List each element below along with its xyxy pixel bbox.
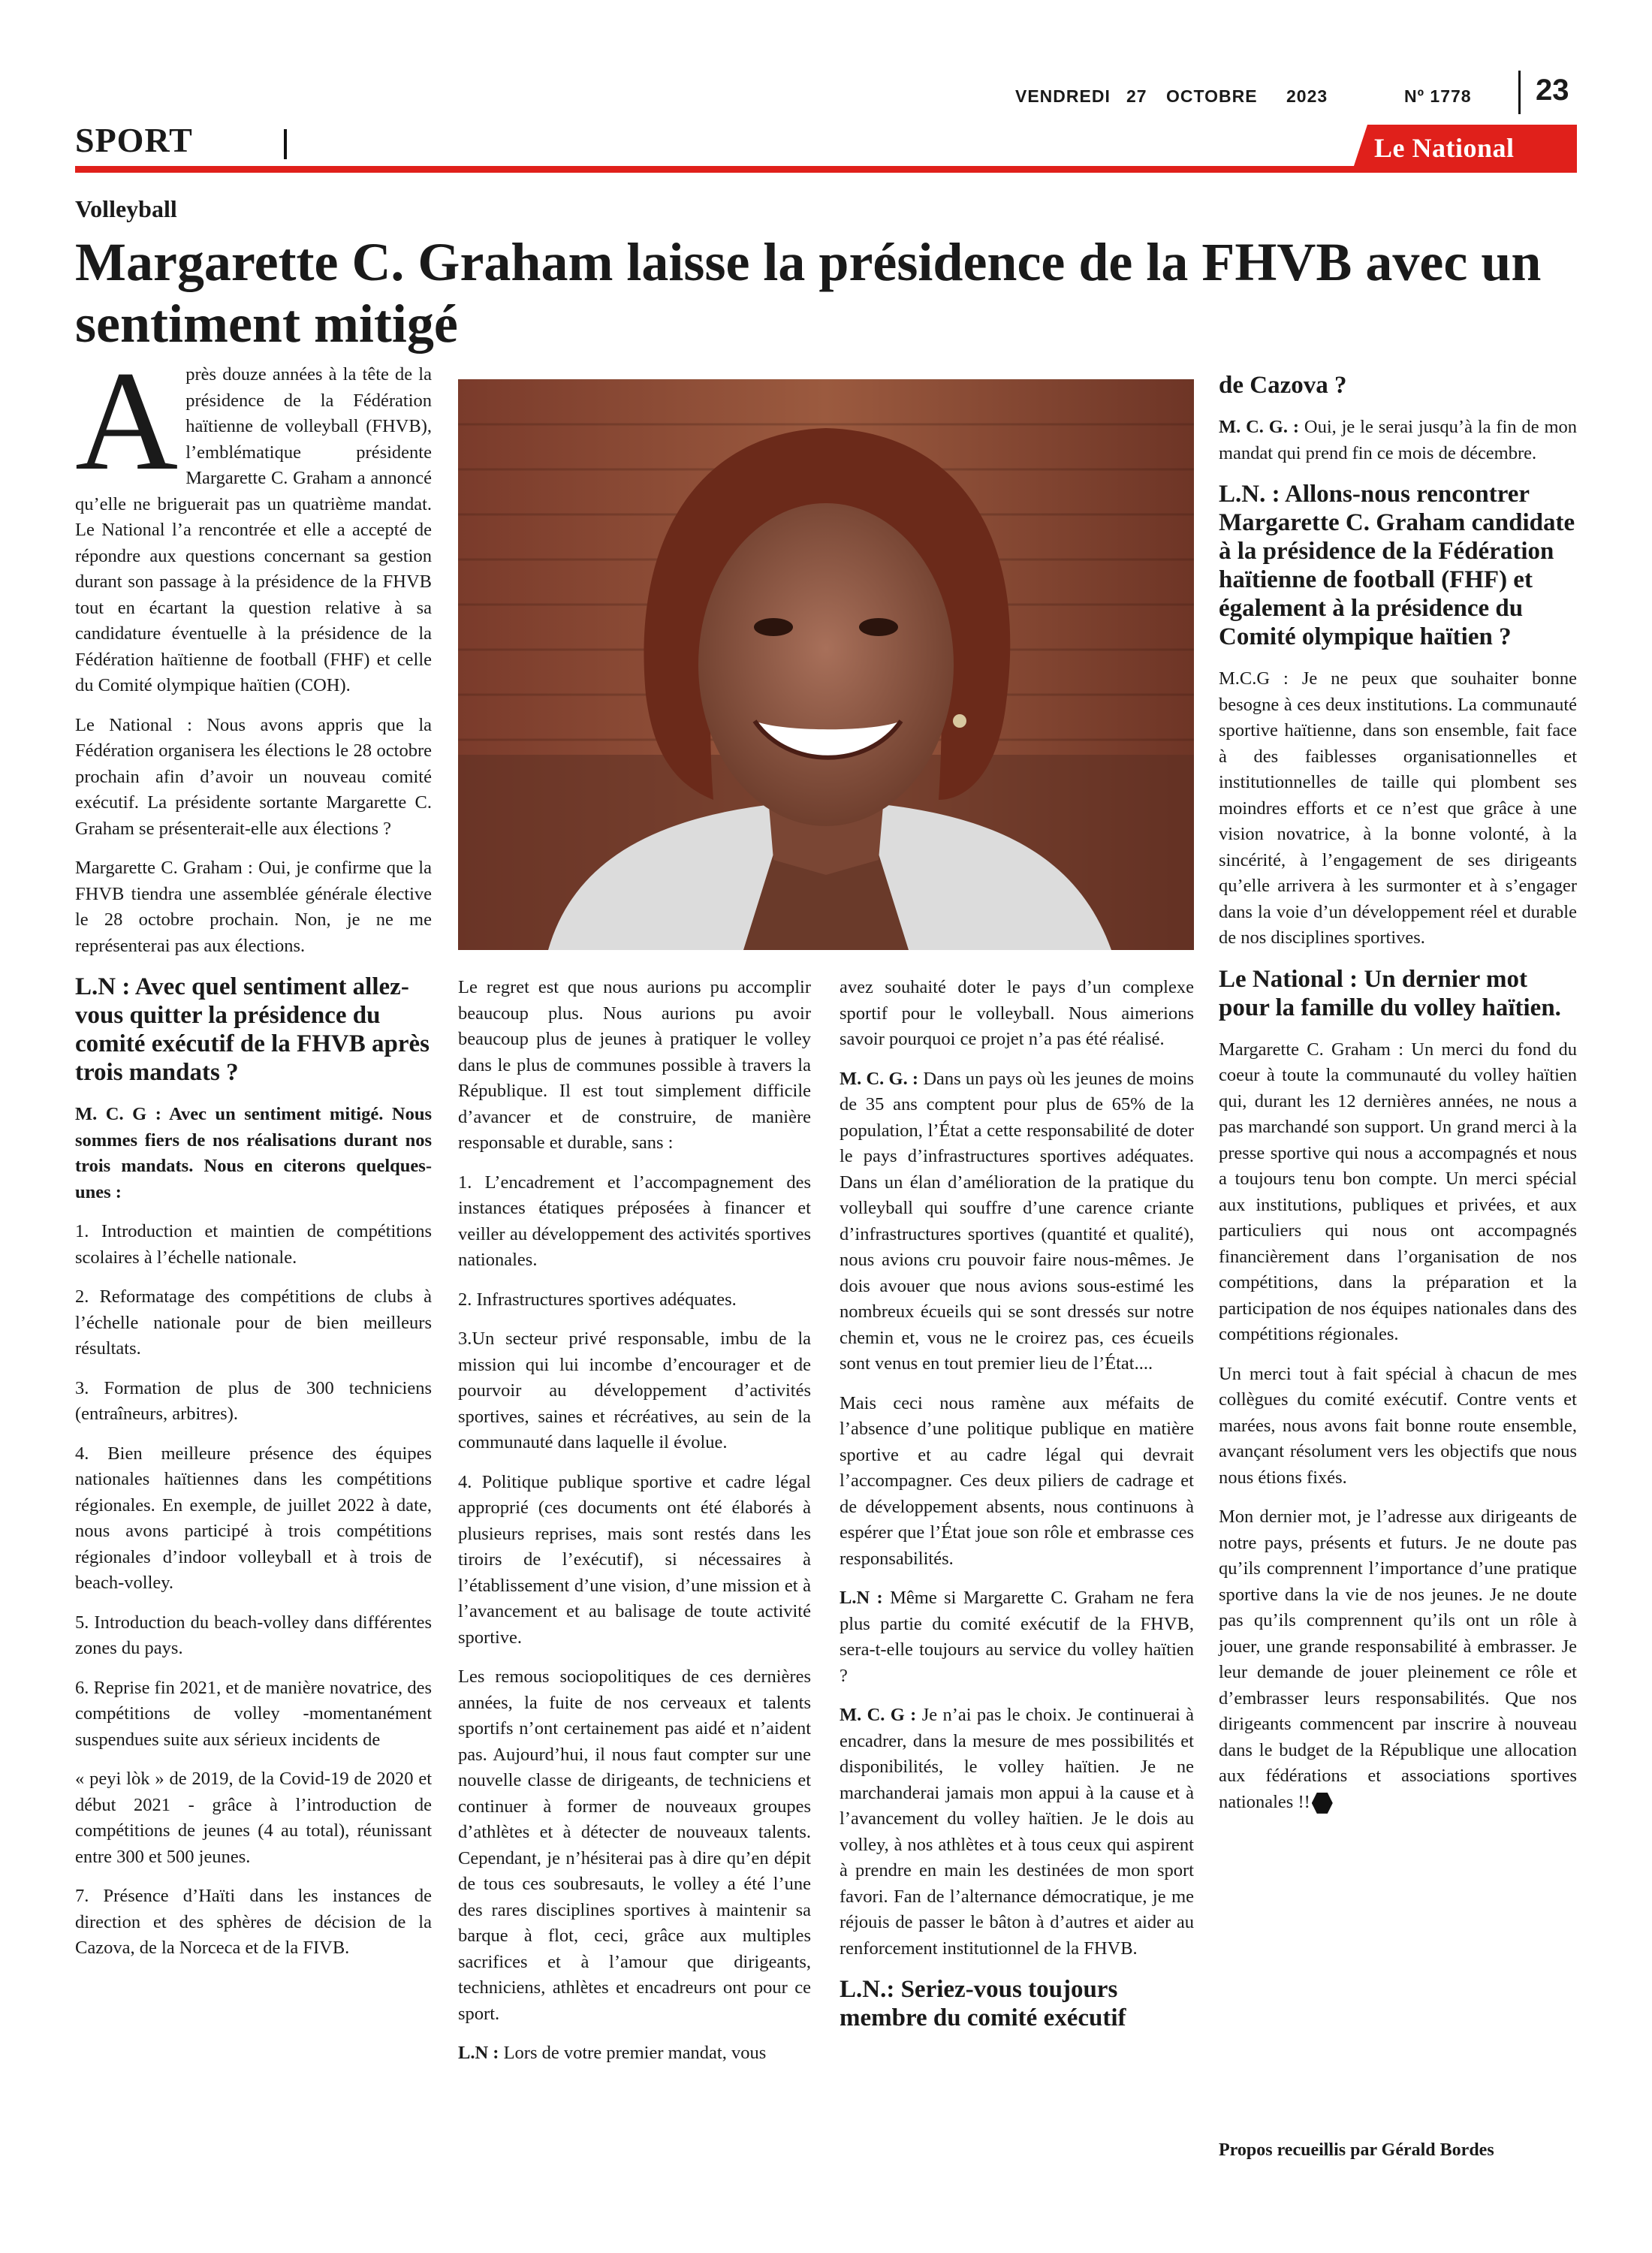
- list-item: 1. L’encadrement et l’accompagnement des instances étatiques préposées à financer et veiller au développement des activités sportives nationales.: [458, 1172, 811, 1270]
- speaker-label: M. C. G. :: [840, 1068, 919, 1089]
- header-divider: [1518, 71, 1521, 114]
- speaker-label: L.N :: [840, 1588, 883, 1608]
- list-item: 1. Introduction et maintien de compétitions scolaires à l’échelle nationale.: [75, 1221, 432, 1268]
- answer-paragraph: Margarette C. Graham : Un merci du fond du coeur à toute la communauté du volley haïtien qui, durant les 12 dernières années, ne nous a pas marchandé son support. Un grand merci à la presse sportive qui nous a accompagnés et nous a toujours tenu bon compte. Un merci spécial aux institutions, publiques et privées, et aux particuliers qui nous ont accompagnés financièrement dans l’organisation de nos compétitions, dans la préparation et la participation de nos équipes nationales dans des compétitions régionales.: [1219, 1039, 1577, 1344]
- paragraph: Un merci tout à fait spécial à chacun de mes collègues du comité exécutif. Contre vents et marées, nous avons fait bonne route ensemble, avançant résolument vers les objectifs que nous nous étions fixés.: [1219, 1363, 1577, 1488]
- answer-paragraph: M.C.G : Je ne peux que souhaiter bonne besogne à ces deux institutions. La communauté sportive haïtienne, dans son ensemble, fait face à des faiblesses organisationnelles et institutionnelles de taille qui plombent ses moindres efforts et ce n’est que grâce à une vision novatrice, à la bonne volonté, à la sincérité, à l’engagement de ses dirigeants qu’elle arrivera à les surmonter et à s’engager dans la voie d’un développement réel et durable de nos disciplines sportives.: [1219, 668, 1577, 948]
- masthead-name: Le National: [1374, 133, 1515, 163]
- column-1: [75, 342, 432, 1975]
- answer-paragraph: M. C. G : Avec un sentiment mitigé. Nous sommes fiers de nos réalisations durant nos trois mandats. Nous en citerons quelques-unes :: [75, 1104, 432, 1202]
- list-item: 3. Formation de plus de 300 techniciens (entraîneurs, arbitres).: [75, 1377, 432, 1424]
- closing-text: Mon dernier mot, je l’adresse aux dirigeants de notre pays, présents et futurs. Je ne doute pas qu’ils comprennent l’importance d’une pratique sportive dans la vie de nos jeunes. Je ne doute pas qu’ils comprennent qu’ils ont un rôle à jouer, une grande responsabilité à embrasser. Je leur demande de jouer pleinement ce rôle et d’embrasser leurs responsabilités. Que nos dirigeants commencent par inscrire à nouveau dans le budget de la République une allocation aux fédérations et associations sportives nationales !!: [1219, 1507, 1577, 1812]
- drop-cap: A: [75, 342, 179, 500]
- question-heading: L.N : Avec quel sentiment allez-vous quitter la présidence du comité exécutif de la FHVB après trois mandats ?: [75, 973, 430, 1086]
- paragraph: Les remous sociopolitiques de ces dernières années, la fuite de nos cerveaux et talents sportifs n’ont certainement pas aidé et n’aident pas. Aujourd’hui, il nous faut compter sur une nouvelle classe de dirigeants, de techniciens et continuer à former de nouveaux groupes d’athlètes et à détecter de nouveaux talents. Cependant, je n’hésiterai pas à dire qu’en dépit de tous ces soubresauts, le volley a été l’une des rares disciplines sportives à maintenir sa barque à flot, ceci, grâce aux multiples sacrifices et à l’amour que dirigeants, techniciens, athlètes et encadreurs ont pour ce sport.: [458, 1666, 811, 2024]
- page-number: 23: [1536, 74, 1569, 107]
- list-item: 4. Bien meilleure présence des équipes nationales haïtiennes dans les compétitions régionales. En exemple, de juillet 2022 à date, nous avons participé à trois compétitions régionales d’indoor volleyball et à trois de beach-volley.: [75, 1443, 432, 1593]
- answer-paragraph: [1219, 415, 1577, 466]
- intro-text: près douze années à la tête de la présidence de la Fédération haïtienne de volleyball (FHVB), l’emblématique présidente Margarette C. Graham a annoncé qu’elle ne briguerait pas un quatrième mandat. Le National l’a rencontrée et elle a accepté de répondre aux questions concernant sa gestion durant son passage à la présidence de la FHVB tout en écartant la question relative à sa candidature éventuelle à la présidence de la Fédération haïtienne de football (FHF) et celle du Comité olympique haïtien (COH).: [75, 364, 432, 695]
- portrait-photo: [458, 379, 1194, 950]
- section-divider: [284, 129, 287, 159]
- list-item: 3.Un secteur privé responsable, imbu de la mission qui lui incombe d’encourager et de pourvoir au développement d’activités sportives, saines et récréatives, au sein de la communauté dans laquelle il évolue.: [458, 1329, 811, 1452]
- end-mark-icon: [1312, 1793, 1333, 1814]
- header-rule: [75, 166, 1577, 173]
- list-item: 5. Introduction du beach-volley dans différentes zones du pays.: [75, 1612, 432, 1658]
- section-name: SPORT: [75, 121, 193, 159]
- intro-paragraph: [75, 342, 432, 699]
- answer-paragraph: [840, 1066, 1194, 1377]
- question-heading: L.N. : Allons-nous rencontrer Margarette C. Graham candidate à la présidence de la Fédération haïtienne de football (FHF) et également à la présidence du Comité olympique haïtien ?: [1219, 481, 1575, 650]
- question-text: Même si Margarette C. Graham ne fera plus partie du comité exécutif de la FHVB, sera-t-elle toujours au service du volley haïtien ?: [840, 1588, 1195, 1686]
- answer-text: Oui, je le serai jusqu’à la fin de mon mandat qui prend fin ce mois de décembre.: [1219, 417, 1577, 463]
- column-2: [458, 975, 811, 2080]
- list-item: « peyi lòk » de 2019, de la Covid-19 de 2020 et début 2021 - grâce à l’introduction de compétitions de jeunes (4 au total), réunissant entre 300 et 500 jeunes.: [75, 1769, 432, 1867]
- answer-paragraph: [840, 1703, 1194, 1962]
- question-heading: L.N.: Seriez-vous toujours membre du comité exécutif: [840, 1976, 1126, 2031]
- paragraph: Le National : Nous avons appris que la Fédération organisera les élections le 28 octobre prochain afin d’avoir un nouveau comité exécutif. La présidente sortante Margarette C. Graham se présenterait-elle aux élections ?: [75, 714, 432, 839]
- article-kicker: Volleyball: [75, 195, 177, 222]
- list-item: 7. Présence d’Haïti dans les instances de direction et des sphères de décision de la Cazova, de la Norceca et de la FIVB.: [75, 1886, 432, 1958]
- column-4: [1219, 366, 1577, 1829]
- list-item: 2. Infrastructures sportives adéquates.: [458, 1289, 737, 1310]
- list-item: 6. Reprise fin 2021, et de manière novatrice, des compétitions de volley -momentanément suspendues suite aux sérieux incidents de: [75, 1677, 432, 1750]
- speaker-label: L.N :: [458, 2043, 499, 2063]
- paragraph: Mais ceci nous ramène aux méfaits de l’absence d’une politique publique en matière sportive et au cadre légal qui devrait l’accompagner. Ces deux piliers de cadrage et de développement absents, nous continuons à espérer que l’État joue son rôle et embrasse ces responsabilités.: [840, 1392, 1194, 1569]
- question-heading: Le National : Un dernier mot pour la famille du volley haïtien.: [1219, 965, 1561, 1021]
- column-3: [840, 975, 1194, 2047]
- portrait-image: [458, 379, 1194, 950]
- question-heading-cont: de Cazova ?: [1219, 372, 1347, 399]
- article-title: Margarette C. Graham laisse la présidence de la FHVB avec un sentiment mitigé: [75, 232, 1542, 354]
- question-paragraph: [458, 2040, 811, 2067]
- list-item: 4. Politique publique sportive et cadre légal approprié (ces documents ont été élaborés à plusieurs reprises, mais sont restés dans les tiroirs de l’exécutif), si nécessaires à l’établissement d’une vision, d’une mission et à l’avancement et au balisage de toute activité sportive.: [458, 1471, 811, 1648]
- paragraph: Margarette C. Graham : Oui, je confirme que la FHVB tiendra une assemblée générale élective le 28 octobre prochain. Non, je ne me représenterai pas aux élections.: [75, 858, 432, 956]
- header-day: VENDREDI: [1015, 86, 1111, 106]
- answer-text: Je n’ai pas le choix. Je continuerai à encadrer, dans la mesure de mes possibilités et disponibilités, le volley haïtien. Je ne marchanderai jamais mon appui à la cause et à l’avancement du volley haïtien. Je le dois au volley, à nos athlètes et à tous ceux qui aspirent à prendre en main les destinées de mon sport favori. Fan de l’alternance démocratique, je me réjouis de passer le bâton à d’autres et aider au renforcement institutionnel de la FHVB.: [840, 1705, 1194, 1959]
- issue-number: Nº 1778: [1404, 86, 1472, 106]
- paragraph: [1219, 1504, 1577, 1815]
- question-text: Lors de votre premier mandat, vous: [503, 2043, 767, 2063]
- question-paragraph: [840, 1585, 1194, 1689]
- header-month: OCTOBRE: [1166, 86, 1258, 106]
- paragraph: Le regret est que nous aurions pu accomplir beaucoup plus. Nous aurions pu avoir beaucoup plus de jeunes à pratiquer le volley dans le plus de communes possible à travers la République. Il est tout simplement difficile d’avancer et de construire, de manière responsable et durable, sans :: [458, 977, 811, 1153]
- header-year: 2023: [1286, 86, 1328, 106]
- speaker-label: M. C. G. :: [1219, 417, 1300, 437]
- speaker-label: M. C. G :: [840, 1705, 917, 1725]
- paragraph: avez souhaité doter le pays d’un complexe sportif pour le volleyball. Nous aimerions savoir pourquoi ce projet n’a pas été réalisé.: [840, 977, 1194, 1049]
- answer-text: Dans un pays où les jeunes de moins de 35 ans comptent pour plus de 65% de la population, l’État a cette responsabilité de doter le pays d’infrastructures sportives adéquates. Dans un élan d’amélioration de la pratique du volleyball qui souffre d’une carence criante d’infrastructures sportives (quantité et qualité), nous avions cru pouvoir faire nous-mêmes. Je dois avouer que nous avions sous-estimé les nombreux écueils qui se sont dressés sur notre chemin et, vous ne le croirez pas, ces écueils sont venus en tout premier lieu de l’État....: [840, 1068, 1194, 1374]
- header-date: 27: [1126, 86, 1147, 106]
- list-item: 2. Reformatage des compétitions de clubs à l’échelle nationale pour de bien meilleurs résultats.: [75, 1286, 432, 1359]
- author-credit: Propos recueillis par Gérald Bordes: [1219, 2140, 1494, 2160]
